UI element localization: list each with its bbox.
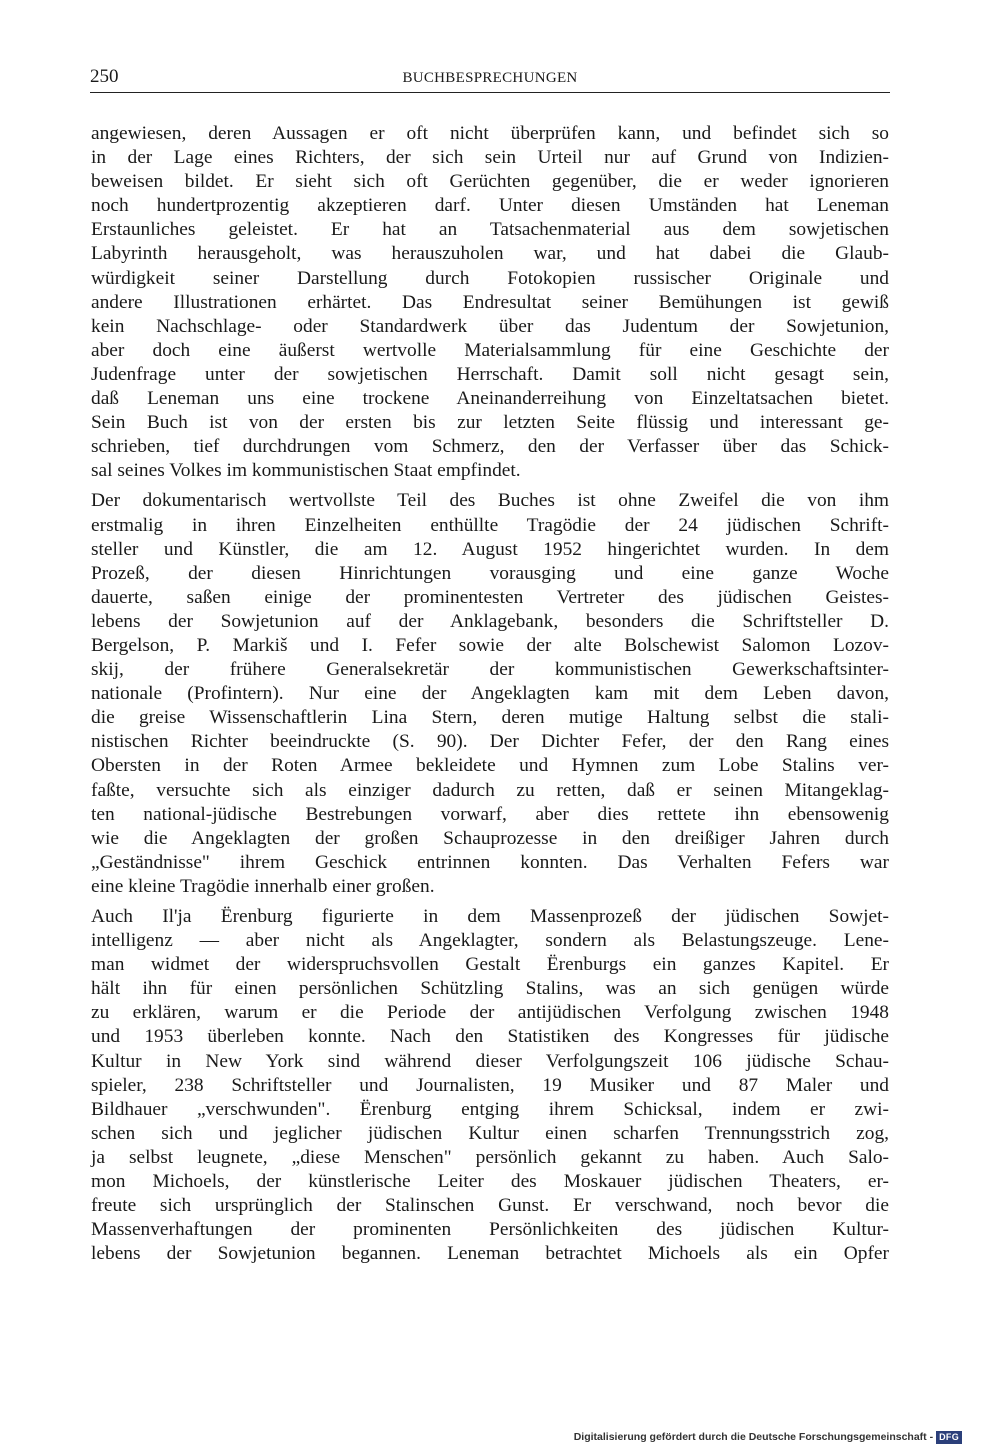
text-line: dauerte, saßen einige der prominentesten Vertreter des jüdischen Geistes- (91, 586, 889, 608)
text-line: schen sich und jeglicher jüdischen Kultur einen scharfen Trennungsstrich zog, (91, 1122, 889, 1144)
text-line: ten national-jüdische Bestrebungen vorwarf, aber dies rettete ihn ebensowenig (91, 803, 889, 825)
text-line: lebens der Sowjetunion begannen. Leneman betrachtet Michoels als ein Opfer (91, 1243, 889, 1265)
text-line: schrieben, tief durchdrungen vom Schmerz, den der Verfasser über das Schick- (91, 436, 889, 458)
text-line: nistischen Richter beeindruckte (S. 90). Der Dichter Fefer, der den Rang eines (91, 731, 889, 753)
text-line: Erstaunliches geleistet. Er hat an Tatsachenmaterial aus dem sowjetischen (91, 219, 889, 241)
text-line: daß Leneman uns eine trockene Aneinanderreihung von Einzeltatsachen bietet. (91, 388, 889, 410)
text-line: noch hundertprozentig akzeptieren darf. Unter diesen Umständen hat Leneman (91, 195, 889, 217)
digitization-footer (574, 1430, 962, 1444)
text-line: Bildhauer „verschwunden". Ërenburg entging ihrem Schicksal, indem er zwi- (91, 1098, 889, 1120)
text-line: würdigkeit seiner Darstellung durch Fotokopien russischer Originale und (91, 267, 889, 289)
text-line: erstmalig in ihren Einzelheiten enthüllte Tragödie der 24 jüdischen Schrift- (91, 514, 889, 536)
text-line: kein Nachschlage- oder Standardwerk über das Judentum der Sowjetunion, (91, 315, 889, 337)
text-line: in der Lage eines Richters, der sich sein Urteil nur auf Grund von Indizien- (91, 147, 889, 169)
text-line: Obersten in der Roten Armee bekleidete und Hymnen zum Lobe Stalins ver- (91, 755, 889, 777)
paragraph (91, 905, 889, 1266)
text-line: mon Michoels, der künstlerische Leiter des Moskauer jüdischen Theaters, er- (91, 1171, 889, 1193)
running-title: BUCHBESPRECHUNGEN (402, 70, 578, 86)
text-line: intelligenz — aber nicht als Angeklagter, sondern als Belastungszeuge. Lene- (91, 930, 889, 952)
text-line: wie die Angeklagten der großen Schauprozesse in den dreißiger Jahren durch (91, 827, 889, 849)
text-line: nationale (Profintern). Nur eine der Angeklagten kam mit dem Leben davon, (91, 683, 889, 705)
text-line: Sein Buch ist von der ersten bis zur letzten Seite flüssig und interessant ge- (91, 412, 889, 434)
text-line: die greise Wissenschaftlerin Lina Stern, deren mutige Haltung selbst die stali- (91, 707, 889, 729)
footer-text: Digitalisierung gefördert durch die Deutsche Forschungsgemeinschaft - (573, 1431, 934, 1443)
text-line: Bergelson, P. Markiš und I. Fefer sowie der alte Bolschewist Salomon Lozov- (91, 634, 889, 656)
text-line: und 1953 überleben konnte. Nach den Statistiken des Kongresses für jüdische (91, 1026, 889, 1048)
text-line: andere Illustrationen erhärtet. Das Endresultat seiner Bemühungen ist gewiß (91, 291, 889, 313)
text-line: beweisen bildet. Er sieht sich oft Gerüchten gegenüber, die er weder ignorieren (91, 171, 889, 193)
text-line: faßte, versuchte sich als einziger dadurch zu retten, daß er seinen Mitangeklag- (91, 779, 889, 801)
text-line: Prozeß, der diesen Hinrichtungen vorausging und eine ganze Woche (91, 562, 889, 584)
page-header (90, 66, 890, 93)
text-line: Der dokumentarisch wertvollste Teil des Buches ist ohne Zweifel die von ihm (91, 490, 889, 512)
dfg-logo: DFG (936, 1431, 962, 1444)
text-line: man widmet der widerspruchsvollen Gestalt Ërenburgs ein ganzes Kapitel. Er (91, 954, 889, 976)
text-line: eine kleine Tragödie innerhalb einer großen. (91, 875, 435, 897)
text-line: „Geständnisse" ihrem Geschick entrinnen konnten. Das Verhalten Fefers war (91, 851, 889, 873)
text-line: sal seines Volkes im kommunistischen Staat empfindet. (91, 460, 521, 482)
text-line: skij, der frühere Generalsekretär der kommunistischen Gewerkschaftsinter- (91, 659, 889, 681)
text-line: zu erklären, warum er die Periode der antijüdischen Verfolgung zwischen 1948 (91, 1002, 889, 1024)
text-line: spieler, 238 Schriftsteller und Journalisten, 19 Musiker und 87 Maler und (91, 1074, 889, 1096)
text-line: Labyrinth herausgeholt, was herauszuholen war, und hat dabei die Glaub- (91, 243, 889, 265)
text-line: ja selbst leugnete, „diese Menschen" persönlich gekannt zu haben. Auch Salo- (91, 1146, 889, 1168)
text-line: aber doch eine äußerst wertvolle Materialsammlung für eine Geschichte der (91, 339, 889, 361)
text-line: steller und Künstler, die am 12. August 1952 hingerichtet wurden. In dem (91, 538, 889, 560)
page-number: 250 (90, 66, 119, 87)
paragraph (91, 122, 889, 483)
paragraph (91, 489, 889, 899)
body-text (91, 122, 889, 1266)
text-line: angewiesen, deren Aussagen er oft nicht überprüfen kann, und befindet sich so (91, 123, 889, 144)
text-line: Massenverhaftungen der prominenten Persönlichkeiten des jüdischen Kultur- (91, 1219, 889, 1241)
text-line: Auch Il'ja Ërenburg figurierte in dem Massenprozeß der jüdischen Sowjet- (91, 906, 889, 927)
text-line: Judenfrage unter der sowjetischen Herrschaft. Damit soll nicht gesagt sein, (91, 363, 889, 385)
text-line: hält ihn für einen persönlichen Schützling Stalins, was an sich genügen würde (91, 978, 889, 1000)
text-line: Kultur in New York sind während dieser Verfolgungszeit 106 jüdische Schau- (91, 1050, 889, 1072)
text-line: lebens der Sowjetunion auf der Anklagebank, besonders die Schriftsteller D. (91, 610, 889, 632)
text-line: freute sich ursprünglich der Stalinschen Gunst. Er verschwand, noch bevor die (91, 1195, 889, 1217)
